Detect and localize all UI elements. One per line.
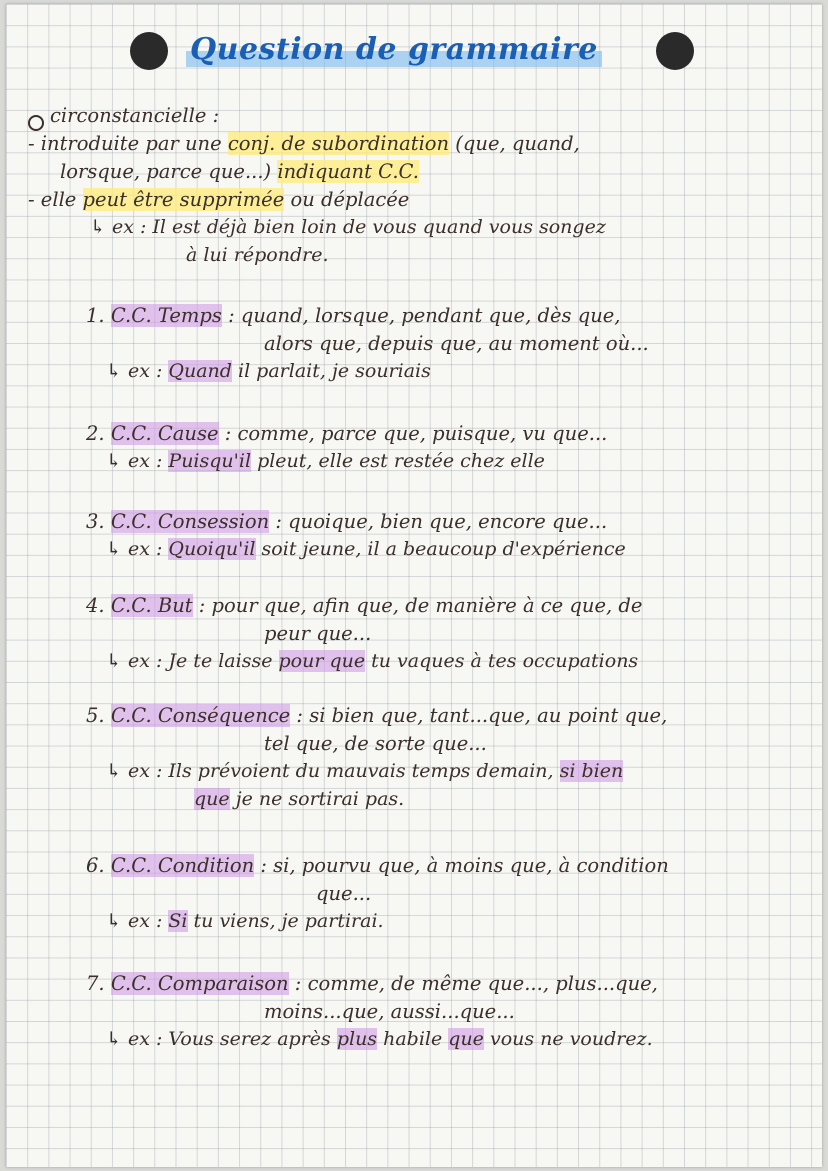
example-text: tu vaques à tes occupations (365, 650, 639, 672)
item-3-heading (86, 510, 607, 533)
item-label: C.C. Conséquence (110, 704, 291, 727)
item-1-conjunctions-cont: alors que, depuis que, au moment où... (264, 332, 649, 355)
item-4-heading (86, 594, 642, 617)
item-label: C.C. Condition (110, 854, 255, 877)
example-text: tu viens, je partirai. (187, 910, 384, 932)
item-5-heading (86, 704, 667, 727)
intro-example-2: à lui répondre. (186, 244, 329, 266)
example-text: pleut, elle est restée chez elle (251, 450, 545, 472)
intro-heading: circonstancielle : (50, 104, 220, 127)
item-1-example (106, 360, 431, 382)
example-highlight: que (194, 788, 230, 810)
item-conjunctions: : quand, lorsque, pendant que, dès que, (221, 304, 621, 327)
example-text: Ils prévoient du mauvais temps demain, (168, 760, 560, 782)
bullet-icon (28, 115, 44, 131)
item-conjunctions: : quoique, bien que, encore que... (269, 510, 608, 533)
item-label: C.C. Comparaison (110, 972, 289, 995)
item-number: 2. (86, 422, 111, 445)
item-number: 7. (86, 972, 111, 995)
intro-example-1: ↳ ex : Il est déjà bien loin de vous quand vous songez (90, 216, 606, 238)
item-4-conjunctions-cont: peur que... (264, 622, 372, 645)
item-conjunctions: : si bien que, tant...que, au point que, (290, 704, 668, 727)
example-highlight: que (448, 1028, 484, 1050)
item-7-conjunctions-cont: moins...que, aussi...que... (264, 1000, 515, 1023)
item-7-heading (86, 972, 658, 995)
example-text: habile (377, 1028, 449, 1050)
item-1-heading (86, 304, 621, 327)
example-highlight: Si (168, 910, 188, 932)
notebook-page (6, 4, 822, 1167)
item-label: C.C. Cause (110, 422, 219, 445)
item-7-example (106, 1028, 653, 1050)
item-5-example-cont (194, 788, 404, 810)
example-marker: ↳ ex : (106, 650, 169, 672)
item-label: C.C. Consession (110, 510, 270, 533)
example-marker: ↳ ex : (106, 1028, 169, 1050)
item-conjunctions: : pour que, afin que, de manière à ce que, de (192, 594, 643, 617)
item-label: C.C. Temps (110, 304, 222, 327)
item-2-example (106, 450, 545, 472)
example-marker: ↳ ex : (106, 450, 169, 472)
item-5-example (106, 760, 623, 782)
item-3-example (106, 538, 626, 560)
item-number: 1. (86, 304, 111, 327)
example-marker: ↳ ex : (106, 760, 169, 782)
example-highlight: Quoiqu'il (168, 538, 256, 560)
item-6-heading (86, 854, 669, 877)
item-number: 4. (86, 594, 111, 617)
example-highlight: si bien (559, 760, 624, 782)
item-conjunctions: : si, pourvu que, à moins que, à condition (254, 854, 669, 877)
example-text: soit jeune, il a beaucoup d'expérience (255, 538, 626, 560)
example-text: Vous serez après (168, 1028, 337, 1050)
example-marker: ↳ ex : (106, 538, 169, 560)
example-marker: ↳ ex : (106, 910, 169, 932)
punch-hole-right (656, 32, 694, 70)
page-title: Question de grammaire (186, 32, 602, 67)
intro-line-3: - elle peut être supprimée ou déplacée (28, 188, 410, 211)
item-number: 5. (86, 704, 111, 727)
item-5-conjunctions-cont: tel que, de sorte que... (264, 732, 487, 755)
example-text: vous ne voudrez. (483, 1028, 653, 1050)
intro-line-2: lorsque, parce que...) indiquant C.C. (60, 160, 419, 183)
item-conjunctions: : comme, de même que..., plus...que, (288, 972, 658, 995)
punch-hole-left (130, 32, 168, 70)
intro-line-1: - introduite par une conj. de subordination (que, quand, (28, 132, 580, 155)
example-marker: ↳ ex : (106, 360, 169, 382)
item-conjunctions: : comme, parce que, puisque, vu que... (218, 422, 608, 445)
item-6-example (106, 910, 384, 932)
item-number: 3. (86, 510, 111, 533)
item-number: 6. (86, 854, 111, 877)
item-2-heading (86, 422, 607, 445)
example-highlight: Quand (168, 360, 232, 382)
example-text: Je te laisse (168, 650, 279, 672)
example-text: je ne sortirai pas. (229, 788, 405, 810)
item-6-conjunctions-cont: que... (316, 882, 372, 905)
example-highlight: pour que (278, 650, 366, 672)
example-highlight: plus (336, 1028, 378, 1050)
item-label: C.C. But (110, 594, 193, 617)
example-text: il parlait, je souriais (231, 360, 431, 382)
example-highlight: Puisqu'il (168, 450, 252, 472)
item-4-example (106, 650, 638, 672)
